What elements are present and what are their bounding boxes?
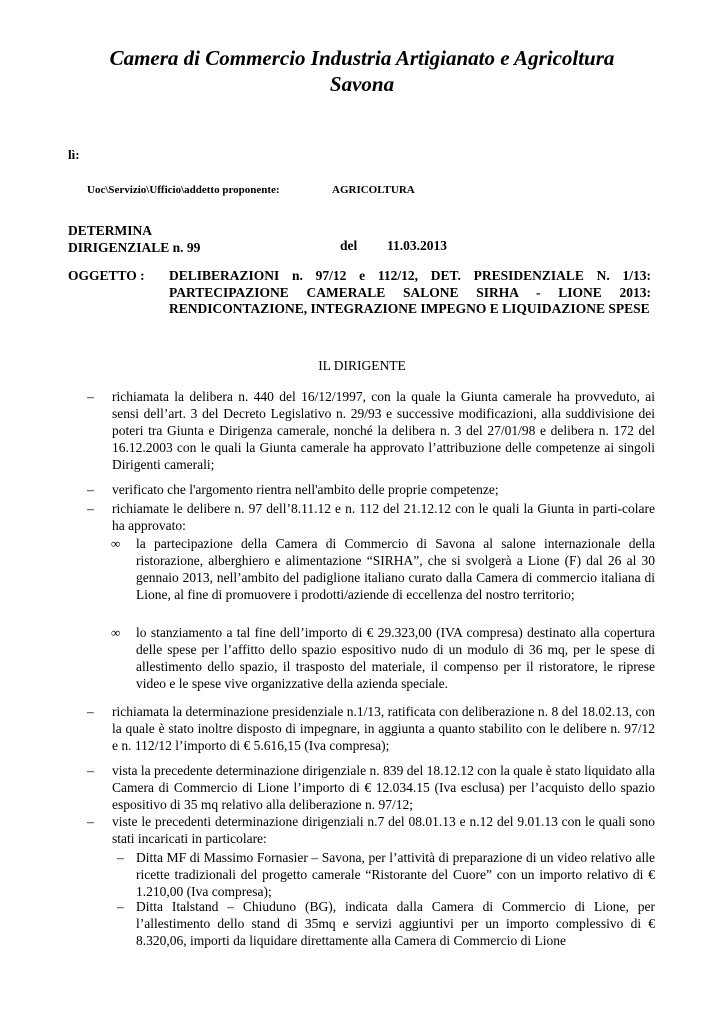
dash-bullet: – [87, 814, 94, 829]
sub-list-item [111, 624, 655, 692]
dash-bullet: – [87, 763, 94, 778]
list-item-text: lo stanziamento a tal fine dell’importo di € 29.323,00 (IVA compresa) destinato alla copertura delle spese per l’affitto dello spazio espositivo nudo di un modulo di 36 mq, per le spese di allestimento dello spazio, il trasposto del materiale, il compenso per il ristoratore, le riprese video e le spese vive organizzative della azienda speciale. [136, 625, 655, 691]
list-item-text: Ditta Italstand – Chiuduno (BG), indicata dalla Camera di Commercio di Lione, per l’allestimento dello stand di 35mq e servizi aggiuntivi per un importo complessivo di € 8.320,06, importi da liquidare direttamente alla Camera di Commercio di Lione [136, 899, 655, 948]
list-item [87, 481, 655, 498]
list-item-text: vista la precedente determinazione dirigenziale n. 839 del 18.12.12 con la quale è stato liquidato alla Camera di Commercio di Lione l’importo di € 12.034.15 (Iva esclusa) per l’acquisto dello spazio espositivo di 35 mq relativo alla deliberazione n. 97/12; [112, 763, 655, 812]
dash-bullet: – [87, 482, 94, 497]
subject-text: DELIBERAZIONI n. 97/12 e 112/12, DET. PRESIDENZIALE N. 1/13: PARTECIPAZIONE CAMERALE SALONE SIRHA - LIONE 2013: RENDICONTAZIONE, INTEGRAZIONE IMPEGNO E LIQUIDAZIONE SPESE [169, 268, 651, 316]
institution-title: Camera di Commercio Industria Artigianato e Agricoltura [109, 46, 615, 70]
dash-bullet: – [117, 899, 124, 914]
sub-list-item [117, 898, 655, 949]
dash-bullet: – [87, 704, 94, 719]
proponent-value: AGRICOLTURA [332, 184, 415, 196]
determina-date: 11.03.2013 [387, 238, 448, 253]
section-heading: IL DIRIGENTE [318, 358, 406, 373]
proponent-label: Uoc\Servizio\Ufficio\addetto proponente: [87, 184, 280, 196]
dash-bullet: – [87, 501, 94, 516]
dash-bullet: – [117, 850, 124, 865]
sub-list-item [117, 849, 655, 900]
list-item-text: Ditta MF di Massimo Fornasier – Savona, per l’attività di preparazione di un video relativo alle ricette tradizionali del progetto camerale “Ristorante del Cuore” con un importo relativo di € 1.210,00 (Iva compresa); [136, 850, 655, 899]
list-item-text: richiamata la determinazione presidenziale n.1/13, ratificata con deliberazione n. 8 del 18.02.13, con la quale è stato inoltre disposto di impegnare, in aggiunta a quanto stabilito con le delibere n. 97/12 e n. 112/12 l’importo di € 5.616,15 (Iva compresa); [112, 704, 655, 753]
dash-bullet: – [87, 389, 94, 404]
infinity-bullet-icon: ∞ [111, 625, 121, 640]
determina-del-label: del [340, 238, 358, 253]
sub-list-item [111, 535, 655, 603]
list-item-text: verificato che l'argomento rientra nell'ambito delle proprie competenze; [112, 482, 499, 497]
subject-label: OGGETTO : [68, 268, 145, 283]
list-item-text: viste le precedenti determinazione dirigenziali n.7 del 08.01.13 e n.12 del 9.01.13 con le quali sono stati incaricati in particolare: [112, 814, 655, 846]
determina-heading: DETERMINA [68, 223, 153, 238]
institution-city: Savona [329, 72, 395, 96]
infinity-bullet-icon: ∞ [111, 536, 121, 551]
list-item [87, 388, 655, 473]
place-date-label: lì: [68, 147, 80, 162]
list-item-text: richiamata la delibera n. 440 del 16/12/1997, con la quale la Giunta camerale ha provveduto, ai sensi dell’art. 3 del Decreto Legislativo n. 29/93 e successive modificazioni, alla suddivisione dei poteri tra Giunta e Dirigenza camerale, nonché la delibera n. 3 del 27/01/98 e delibera n. 172 del 16.12.2003 con le quali la Giunta camerale ha approvato l’attribuzione delle competenze ai singoli Dirigenti camerali; [112, 389, 655, 472]
list-item-text: la partecipazione della Camera di Commercio di Savona al salone internazionale della ristorazione, alberghiero e alimentazione “SIRHA”, che si svolgerà a Lione (F) dal 26 al 30 gennaio 2013, nell’ambito del padiglione italiano curato dalla Camera di commercio italiana di Lione, al fine di promuovere i prodotti/aziende di eccellenza del nostro territorio; [136, 536, 655, 602]
list-item-text: richiamate le delibere n. 97 dell’8.11.12 e n. 112 del 21.12.12 con le quali la Giunta in parti-colare ha approvato: [112, 501, 655, 533]
list-item [87, 500, 655, 534]
list-item [87, 762, 655, 813]
determina-number: DIRIGENZIALE n. 99 [68, 240, 201, 255]
list-item [87, 813, 655, 847]
list-item [87, 703, 655, 754]
